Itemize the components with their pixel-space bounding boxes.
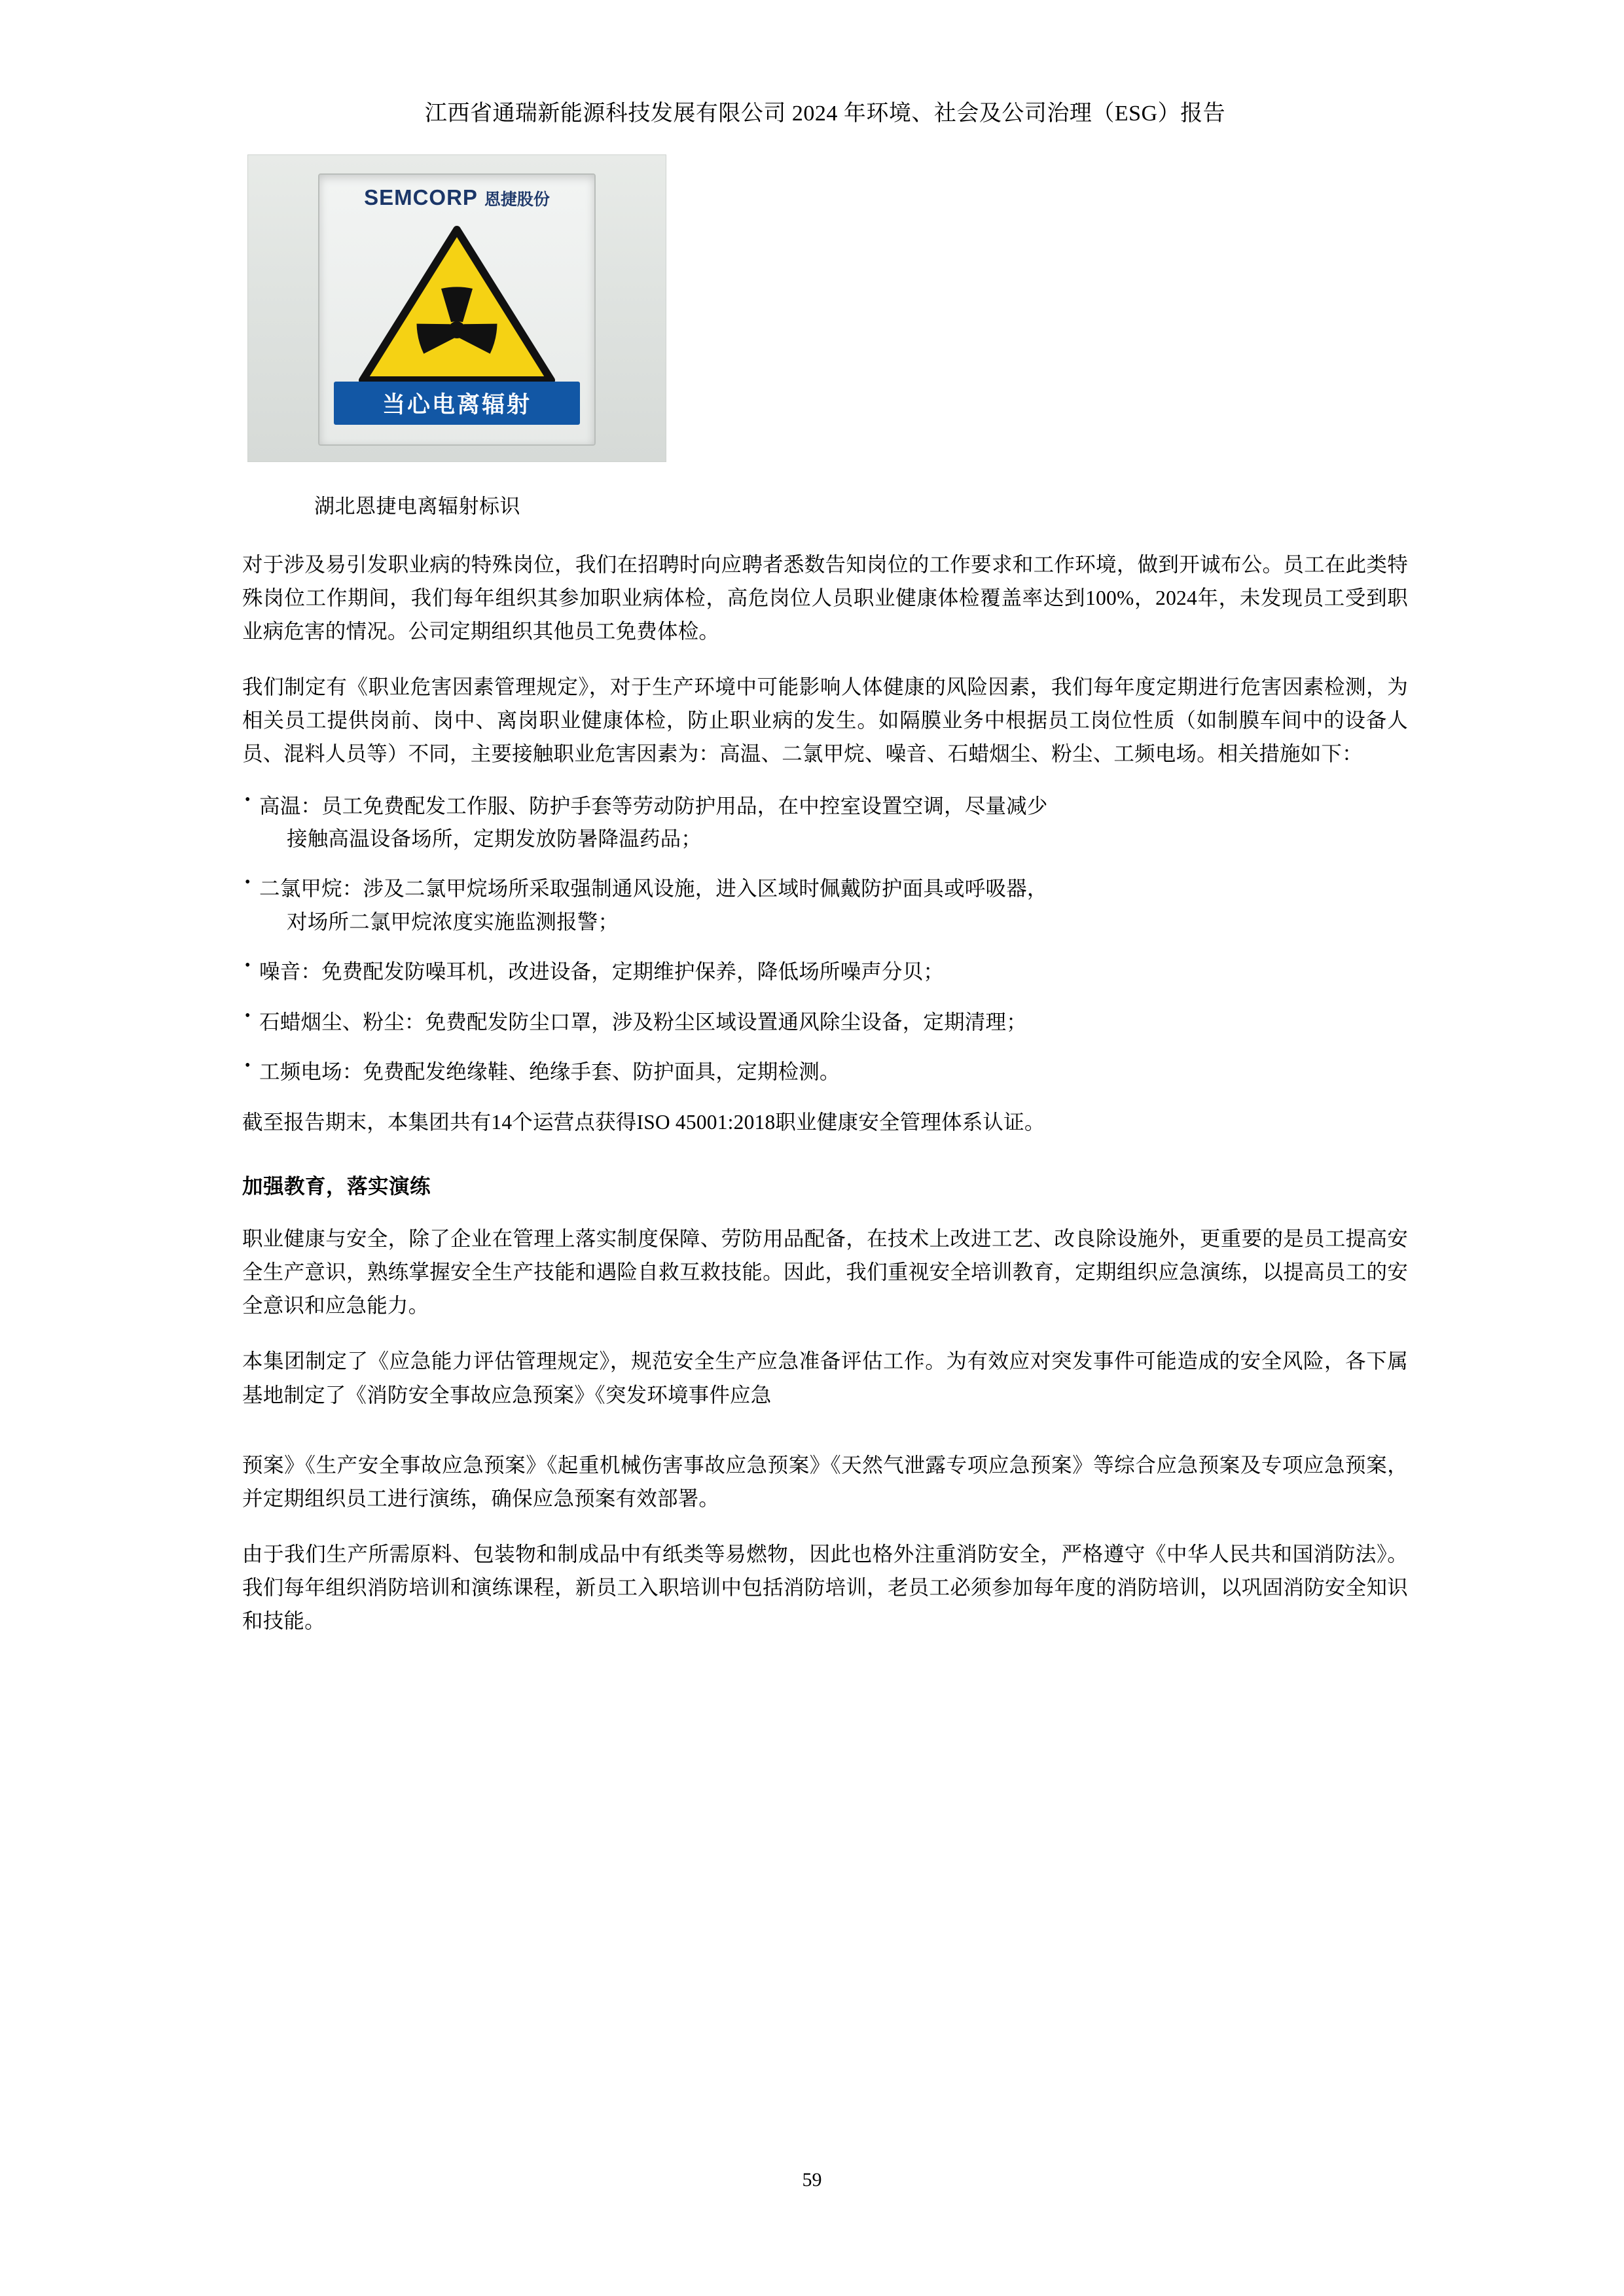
brand-logo-latin: SEMCORP [364, 185, 478, 209]
list-item-line1: 噪音：免费配发防噪耳机，改进设备，定期维护保养，降低场所噪声分贝； [259, 960, 945, 984]
paragraph-4: 职业健康与安全，除了企业在管理上落实制度保障、劳防用品配备，在技术上改进工艺、改良除设施外，更重要的是员工提高安全生产意识，熟练掌握安全生产技能和遇险自救互救技能。因此，我们重视安全培训教育，定期组织应急演练，以提高员工的安全意识和应急能力。 [242, 1227, 1408, 1318]
brand-logo-chinese: 恩捷股份 [484, 190, 550, 209]
radiation-warning-triangle-icon [359, 222, 555, 386]
paragraph-1: 对于涉及易引发职业病的特殊岗位，我们在招聘时向应聘者悉数告知岗位的工作要求和工作环境，做到开诚布公。员工在此类特殊岗位工作期间，我们每年组织其参加职业病体检，高危岗位人员职业健康体检覆盖率达到100%，2024年，未发现员工受到职业病危害的情况。公司定期组织其他员工免费体检。 [242, 552, 1408, 643]
list-item-line1: 二氯甲烷：涉及二氯甲烷场所采取强制通风设施，进入区域时佩戴防护面具或呼吸器， [259, 877, 1048, 901]
hazard-measures-list [242, 790, 1408, 1089]
list-item [242, 1056, 1408, 1088]
list-item-line2: 接触高温设备场所，定期发放防暑降温药品； [287, 827, 702, 851]
page-number: 59 [802, 2169, 822, 2191]
paragraph-6: 预案》《生产安全事故应急预案》《起重机械伤害事故应急预案》《天然气泄露专项应急预案》等综合应急预案及专项应急预案，并定期组织员工进行演练，确保应急预案有效部署。 [242, 1453, 1408, 1510]
paragraph-7: 由于我们生产所需原料、包装物和制成品中有纸类等易燃物，因此也格外注重消防安全，严格遵守《中华人民共和国消防法》。我们每年组织消防培训和演练课程，新员工入职培训中包括消防培训，老员工必须参加每年度的消防培训，以巩固消防安全知识和技能。 [242, 1542, 1408, 1632]
sign-text: 当心电离辐射 [382, 391, 532, 418]
list-item [242, 872, 1408, 939]
list-item [242, 956, 1408, 988]
list-item-line1: 高温：员工免费配发工作服、防护手套等劳动防护用品，在中控室设置空调，尽量减少 [259, 794, 1048, 817]
page-header: 江西省通瑞新能源科技发展有限公司 2024 年环境、社会及公司治理（ESG）报告 [424, 101, 1226, 126]
paragraph-2: 我们制定有《职业危害因素管理规定》，对于生产环境中可能影响人体健康的风险因素，我们每年度定期进行危害因素检测，为相关员工提供岗前、岗中、离岗职业健康体检，防止职业病的发生。如隔膜业务中根据员工岗位性质（如制膜车间中的设备人员、混料人员等）不同，主要接触职业危害因素为：高温、二氯甲烷、噪音、石蜡烟尘、粉尘、工频电场。相关措施如下： [242, 675, 1408, 765]
figure-ionizing-radiation-sign [247, 154, 666, 462]
figure-caption: 湖北恩捷电离辐射标识 [314, 494, 520, 518]
brand-logo [319, 185, 594, 210]
sign-board [318, 173, 596, 446]
list-item [242, 1006, 1408, 1039]
list-item-line1: 工频电场：免费配发绝缘鞋、绝缘手套、防护面具，定期检测。 [259, 1060, 840, 1084]
paragraph-3: 截至报告期末，本集团共有14个运营点获得ISO 45001:2018职业健康安全管理体系认证。 [242, 1111, 1045, 1134]
sign-text-bar [334, 382, 580, 425]
paragraph-5: 本集团制定了《应急能力评估管理规定》，规范安全生产应急准备评估工作。为有效应对突发事件可能造成的安全风险，各下属基地制定了《消防安全事故应急预案》《突发环境事件应急 [242, 1350, 1408, 1407]
section-subheading: 加强教育，落实演练 [242, 1175, 431, 1198]
list-item-line1: 石蜡烟尘、粉尘：免费配发防尘口罩，涉及粉尘区域设置通风除尘设备，定期清理； [259, 1010, 1027, 1033]
list-item-line2: 对场所二氯甲烷浓度实施监测报警； [287, 910, 619, 933]
list-item [242, 790, 1408, 856]
